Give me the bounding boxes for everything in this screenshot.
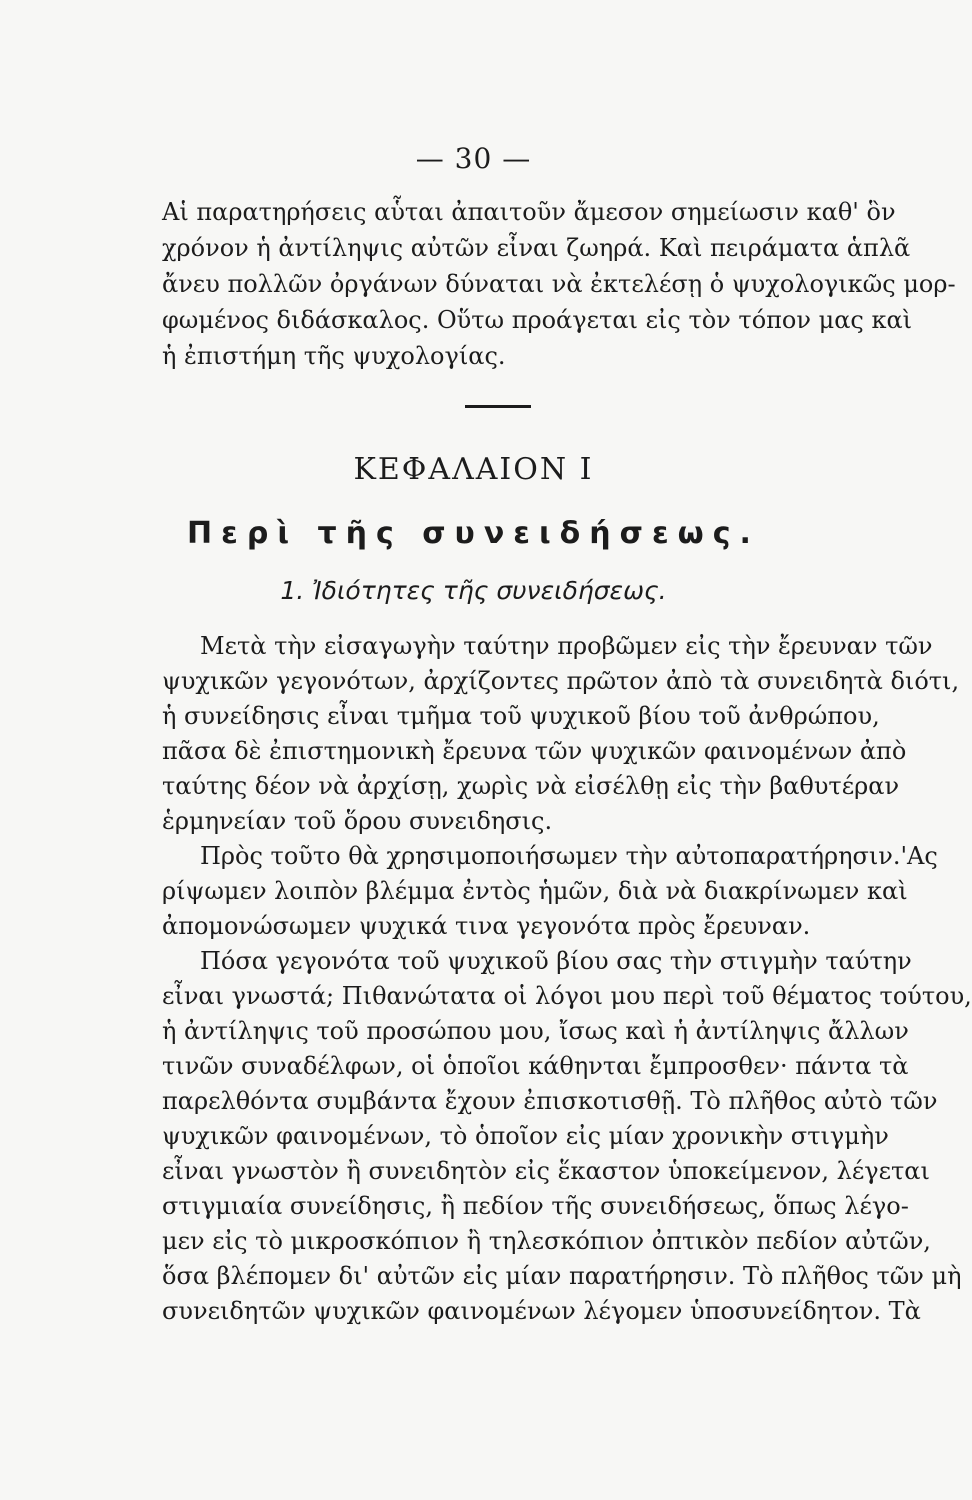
body-line: εἶναι γνωστά; Πιθανώτατα οἱ λόγοι μου περὶ τοῦ θέματος τούτου, bbox=[162, 982, 972, 1010]
chapter-title: Περὶ τῆς συνειδήσεως. bbox=[187, 516, 760, 551]
body-line: ψυχικῶν γεγονότων, ἀρχίζοντες πρῶτον ἀπὸ τὰ συνειδητὰ διότι, bbox=[162, 667, 960, 695]
section-divider bbox=[465, 405, 531, 408]
body-line: Μετὰ τὴν εἰσαγωγὴν ταύτην προβῶμεν εἰς τὴν ἔρευναν τῶν bbox=[200, 632, 933, 660]
body-line: μεν εἰς τὸ μικροσκόπιον ἢ τηλεσκόπιον ὀπτικὸν πεδίον αὐτῶν, bbox=[162, 1227, 931, 1255]
intro-line: χρόνον ἡ ἀντίληψις αὐτῶν εἶναι ζωηρά. Καὶ πειράματα ἁπλᾶ bbox=[162, 234, 911, 262]
body-line: ὅσα βλέπομεν δι' αὐτῶν εἰς μίαν παρατήρησιν. Τὸ πλῆθος τῶν μὴ bbox=[162, 1262, 962, 1290]
body-line: ἀπομονώσωμεν ψυχικά τινα γεγονότα πρὸς ἔρευναν. bbox=[162, 912, 811, 940]
intro-line: ἡ ἐπιστήμη τῆς ψυχολογίας. bbox=[162, 342, 506, 370]
intro-line: Αἱ παρατηρήσεις αὗται ἀπαιτοῦν ἄμεσον σημείωσιν καθ' ὃν bbox=[162, 198, 896, 226]
body-line: Πόσα γεγονότα τοῦ ψυχικοῦ βίου σας τὴν στιγμὴν ταύτην bbox=[200, 947, 912, 975]
body-line: ἡ ἀντίληψις τοῦ προσώπου μου, ἴσως καὶ ἡ ἀντίληψις ἄλλων bbox=[162, 1017, 909, 1045]
body-line: ταύτης δέον νὰ ἀρχίσῃ, χωρὶς νὰ εἰσέλθῃ εἰς τὴν βαθυτέραν bbox=[162, 772, 900, 800]
body-line: εἶναι γνωστὸν ἢ συνειδητὸν εἰς ἕκαστον ὑποκείμενον, λέγεται bbox=[162, 1157, 930, 1185]
body-line: συνειδητῶν ψυχικῶν φαινομένων λέγομεν ὑποσυνείδητον. Τὰ bbox=[162, 1297, 921, 1325]
page-number: — 30 — bbox=[415, 142, 532, 175]
body-line: ρίψωμεν λοιπὸν βλέμμα ἐντὸς ἡμῶν, διὰ νὰ διακρίνωμεν καὶ bbox=[162, 877, 908, 905]
body-line: πᾶσα δὲ ἐπιστημονικὴ ἔρευνα τῶν ψυχικῶν φαινομένων ἀπὸ bbox=[162, 737, 907, 765]
intro-line: ἄνευ πολλῶν ὀργάνων δύναται νὰ ἐκτελέσῃ ὁ ψυχολογικῶς μορ- bbox=[162, 270, 956, 298]
body-line: στιγμιαία συνείδησις, ἢ πεδίον τῆς συνειδήσεως, ὅπως λέγο- bbox=[162, 1192, 909, 1220]
body-line: τινῶν συναδέλφων, οἱ ὁποῖοι κάθηνται ἔμπροσθεν· πάντα τὰ bbox=[162, 1052, 909, 1080]
body-line: ψυχικῶν φαινομένων, τὸ ὁποῖον εἰς μίαν χρονικὴν στιγμὴν bbox=[162, 1122, 889, 1150]
body-line: Πρὸς τοῦτο θὰ χρησιμοποιήσωμεν τὴν αὐτοπαρατήρησιν.'Ας bbox=[200, 842, 938, 870]
body-line: ἡ συνείδησις εἶναι τμῆμα τοῦ ψυχικοῦ βίου τοῦ ἀνθρώπου, bbox=[162, 702, 880, 730]
body-line: ἑρμηνείαν τοῦ ὅρου συνειδησις. bbox=[162, 807, 553, 835]
section-heading: 1. Ἰδιότητες τῆς συνειδήσεως. bbox=[280, 576, 667, 605]
intro-line: φωμένος διδάσκαλος. Οὕτω προάγεται εἰς τὸν τόπον μας καὶ bbox=[162, 306, 913, 334]
chapter-heading: ΚΕΦΑΛΑΙΟΝ Ι bbox=[353, 452, 594, 487]
body-line: παρελθόντα συμβάντα ἔχουν ἐπισκοτισθῇ. Τὸ πλῆθος αὐτὸ τῶν bbox=[162, 1087, 938, 1115]
